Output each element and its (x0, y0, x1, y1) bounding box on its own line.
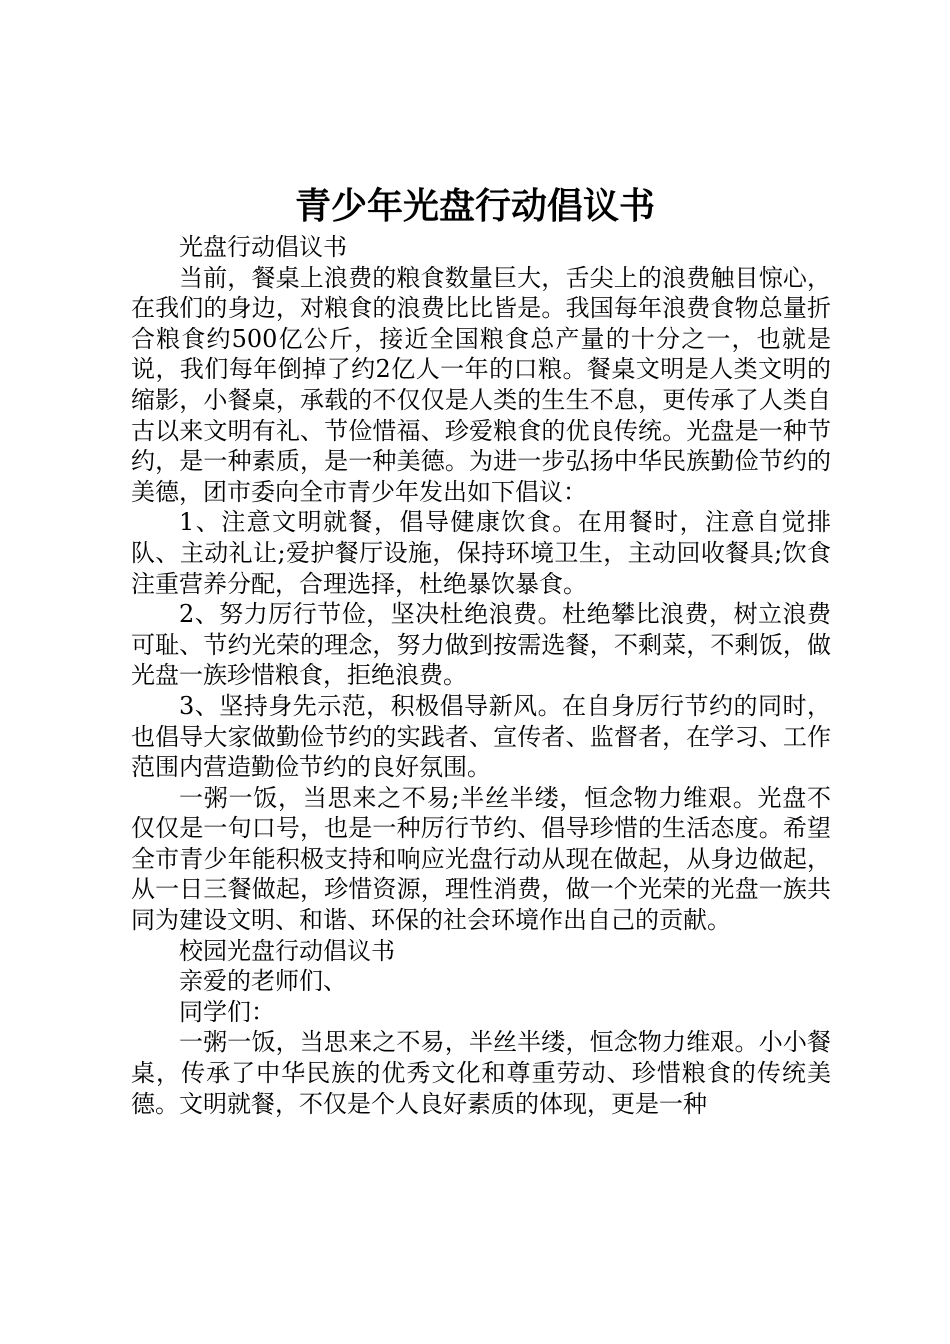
paragraph-section-title: 校园光盘行动倡议书 (179, 936, 395, 965)
paragraph-intro: 当前，餐桌上浪费的粮食数量巨大，舌尖上的浪费触目惊心，在我们的身边，对粮食的浪费比比皆是。我国每年浪费食物总量折合粮食约500亿公斤，接近全国粮食总产量的十分之一，也就是说，我们每年倒掉了约2亿人一年的口粮。餐桌文明是人类文明的缩影，小餐桌，承载的不仅仅是人类的生生不息，更传承了人类自古以来文明有礼、节俭惜福、珍爱粮食的优良传统。光盘是一种节约，是一种素质，是一种美德。为进一步弘扬中华民族勤俭节约的美德，团市委向全市青少年发出如下倡议： (131, 263, 831, 506)
paragraph-item-2: 2、努力厉行节俭，坚决杜绝浪费。杜绝攀比浪费，树立浪费可耻、节约光荣的理念，努力做到按需选餐，不剩菜，不剩饭，做光盘一族珍惜粮食，拒绝浪费。 (131, 600, 831, 690)
paragraph-item-1: 1、注意文明就餐，倡导健康饮食。在用餐时，注意自觉排队、主动礼让;爱护餐厅设施，保持环境卫生，主动回收餐具;饮食注重营养分配，合理选择，杜绝暴饮暴食。 (131, 508, 831, 598)
paragraph-salutation-teachers: 亲爱的老师们、 (179, 967, 347, 996)
paragraph-item-3: 3、坚持身先示范，积极倡导新风。在自身厉行节约的同时，也倡导大家做勤俭节约的实践者、宣传者、监督者，在学习、工作范围内营造勤俭节约的良好氛围。 (131, 691, 831, 782)
document-body (131, 232, 831, 1119)
paragraph-campus-body: 一粥一饭，当思来之不易，半丝半缕，恒念物力维艰。小小餐桌，传承了中华民族的优秀文化和尊重劳动、珍惜粮食的传统美德。文明就餐，不仅是个人良好素质的体现，更是一种 (131, 1028, 831, 1118)
paragraph-salutation-students: 同学们： (179, 997, 275, 1026)
paragraph-subtitle: 光盘行动倡议书 (179, 233, 347, 261)
paragraph-closing: 一粥一饭，当思来之不易;半丝半缕，恒念物力维艰。光盘不仅仅是一句口号，也是一种厉行节约、倡导珍惜的生活态度。希望全市青少年能积极支持和响应光盘行动从现在做起，从身边做起，从一日三餐做起，珍惜资源，理性消费，做一个光荣的光盘一族共同为建设文明、和谐、环保的社会环境作出自己的贡献。 (131, 783, 831, 935)
document-title: 青少年光盘行动倡议书 (294, 186, 655, 227)
